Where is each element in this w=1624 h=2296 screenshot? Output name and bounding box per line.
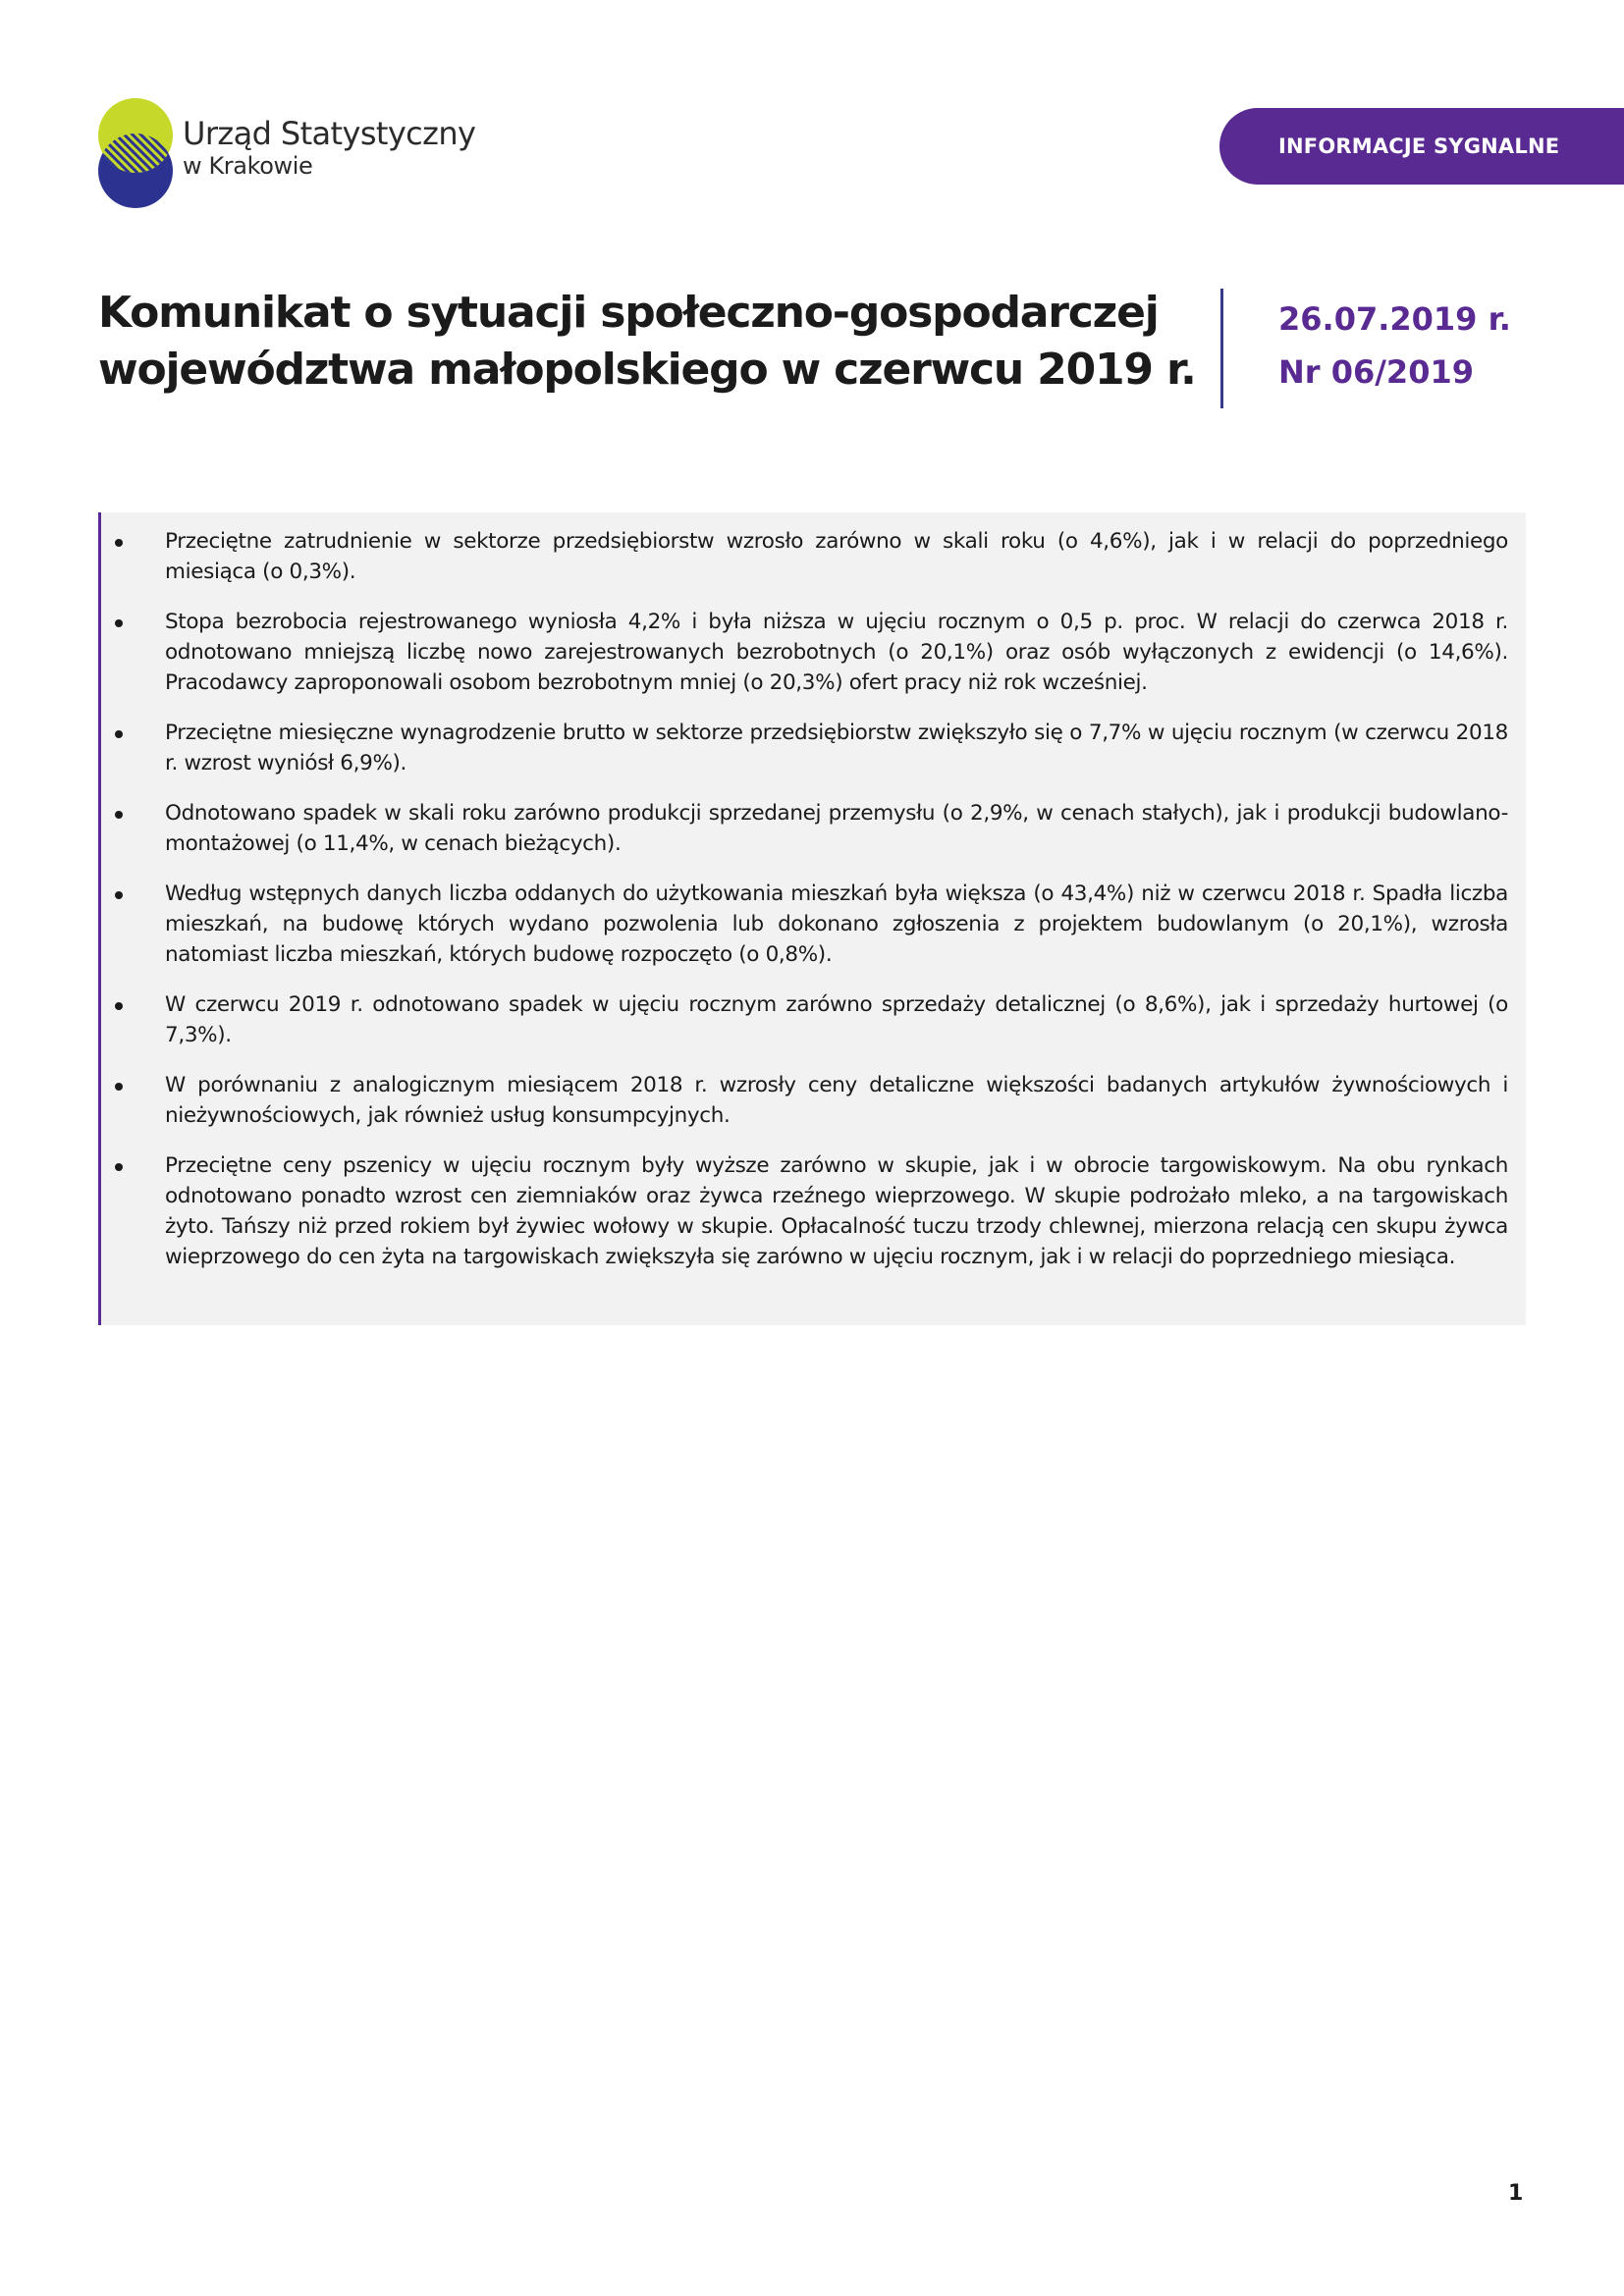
summary-item: W porównaniu z analogicznym miesiącem 2018 r. wzrosły ceny detaliczne większości badanych artykułów żywnościowych i nieżywnościowych, jak również usług konsumpcyjnych.: [101, 1070, 1508, 1131]
page-number: 1: [1508, 2181, 1524, 2206]
bullet-icon: [115, 619, 123, 627]
page-title-line-1: Komunikat o sytuacji społeczno-gospodarczej: [98, 288, 1159, 338]
summary-item: Odnotowano spadek w skali roku zarówno produkcji sprzedanej przemysłu (o 2,9%, w cenach stałych), jak i produkcji budowlano-montażowej (o 11,4%, w cenach bieżących).: [101, 798, 1508, 859]
logo-location: w Krakowie: [183, 152, 313, 180]
bullet-icon: [115, 1163, 123, 1171]
bullet-icon: [115, 811, 123, 819]
header-divider: [1220, 289, 1223, 408]
release-meta: [1278, 293, 1511, 399]
page-title: [98, 285, 1196, 399]
bullet-icon: [115, 730, 123, 738]
summary-item: Przeciętne zatrudnienie w sektorze przedsiębiorstw wzrosło zarówno w skali roku (o 4,6%), jak i w relacji do poprzedniego miesiąca (o 0,3%).: [101, 526, 1508, 587]
summary-item: Przeciętne miesięczne wynagrodzenie brutto w sektorze przedsiębiorstw zwiększyło się o 7,7% w ujęciu rocznym (w czerwcu 2018 r. wzrost wyniósł 6,9%).: [101, 718, 1508, 778]
logo: [98, 98, 475, 208]
logo-text: [183, 116, 475, 181]
bullet-icon: [115, 539, 123, 547]
summary-item: Stopa bezrobocia rejestrowanego wyniosła 4,2% i była niższa w ujęciu rocznym o 0,5 p. proc. W relacji do czerwca 2018 r. odnotowano mniejszą liczbę nowo zarejestrowanych bezrobotnych (o 20,1%) oraz osób wyłączonych z ewidencji (o 14,6%). Pracodawcy zaproponowali osobom bezrobotnym mniej (o 20,3%) ofert pracy niż rok wcześniej.: [101, 607, 1508, 698]
page-title-line-2: województwa małopolskiego w czerwcu 2019 r.: [98, 345, 1196, 395]
bullet-icon: [115, 1002, 123, 1010]
category-badge-label: INFORMACJE SYGNALNE: [1278, 134, 1560, 158]
bullet-icon: [115, 891, 123, 899]
summary-box: [98, 512, 1526, 1325]
bullet-icon: [115, 1083, 123, 1091]
logo-mark-icon: [98, 98, 173, 208]
summary-item: W czerwcu 2019 r. odnotowano spadek w ujęciu rocznym zarówno sprzedaży detalicznej (o 8,6%), jak i sprzedaży hurtowej (o 7,3%).: [101, 989, 1508, 1050]
summary-item: Przeciętne ceny pszenicy w ujęciu rocznym były wyższe zarówno w skupie, jak i w obrocie targowiskowym. Na obu rynkach odnotowano ponadto wzrost cen ziemniaków oraz żywca rzeźnego wieprzowego. W skupie podrożało mleko, a na targowiskach żyto. Tańszy niż przed rokiem był żywiec wołowy w skupie. Opłacalność tuczu trzody chlewnej, mierzona relacją cen skupu żywca wieprzowego do cen żyta na targowiskach zwiększyła się zarówno w ujęciu rocznym, jak i w relacji do poprzedniego miesiąca.: [101, 1150, 1508, 1272]
category-badge: [1219, 108, 1624, 185]
summary-list: [101, 526, 1508, 1272]
release-number: Nr 06/2019: [1278, 353, 1474, 391]
release-date: 26.07.2019 r.: [1278, 300, 1511, 338]
logo-name: Urząd Statystyczny: [183, 115, 476, 152]
summary-item: Według wstępnych danych liczba oddanych do użytkowania mieszkań była większa (o 43,4%) niż w czerwcu 2018 r. Spadła liczba mieszkań, na budowę których wydano pozwolenia lub dokonano zgłoszenia z projektem budowlanym (o 20,1%), wzrosła natomiast liczba mieszkań, których budowę rozpoczęto (o 0,8%).: [101, 879, 1508, 970]
